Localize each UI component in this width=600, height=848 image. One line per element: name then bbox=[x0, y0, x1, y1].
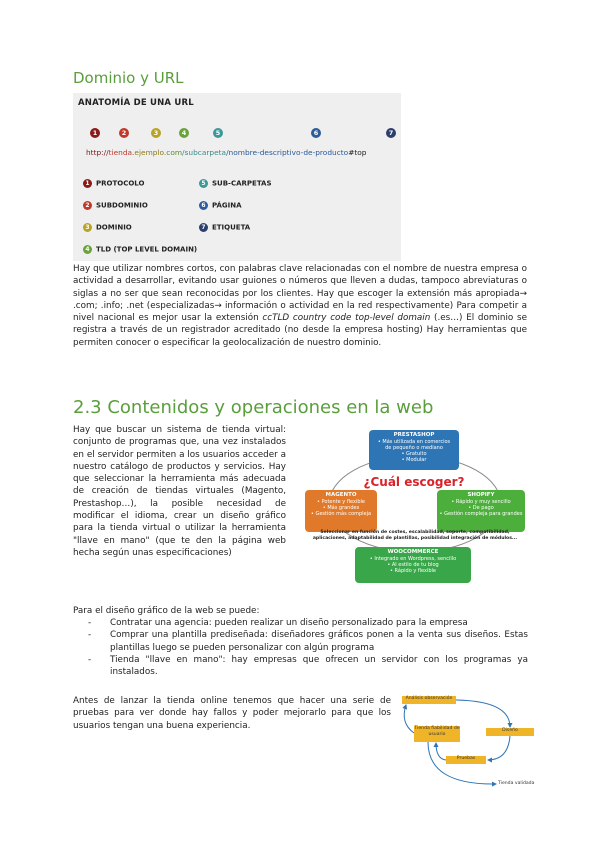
list-dash: - bbox=[88, 630, 92, 641]
legend-etiqueta bbox=[199, 223, 250, 232]
list-item-text: Tienda "llave en mano": hay empresas que ofrecen un servidor con los programas ya instalados. bbox=[110, 654, 528, 678]
legend-number-6: 6 bbox=[199, 201, 208, 210]
url-domain: ejemplo bbox=[134, 148, 164, 157]
platform-name: PRESTASHOP bbox=[393, 432, 435, 438]
platform-shopify bbox=[437, 490, 525, 532]
platform-prestashop bbox=[369, 430, 459, 470]
url-subdomain: tienda. bbox=[108, 148, 135, 157]
paragraph-pruebas: Antes de lanzar la tienda online tenemos que hacer una serie de pruebas para ver donde hay fallos y poder mejorarlo para que los usuarios tengan una buena experiencia. bbox=[73, 696, 391, 731]
paragraph-text: (.es…) El dominio se registra a través de un registrador acreditado (no desde la empresa hosting) Hay herramientas que permiten conocer o especificar la geolocalización de nuestro dominio. bbox=[73, 313, 527, 348]
paragraph-diseno: Para el diseño gráfico de la web se puede: bbox=[73, 606, 260, 616]
legend-tld bbox=[83, 245, 197, 254]
url-number-4: 4 bbox=[179, 128, 189, 138]
platform-feature: • Gestión compleja para grandes bbox=[439, 511, 523, 517]
paragraph-emphasis: ccTLD country code top-level domain bbox=[262, 313, 431, 324]
platforms-question: ¿Cuál escoger? bbox=[363, 475, 465, 489]
paragraph-text: Hay que utilizar nombres cortos, con palabras clave relacionadas con el nombre de nuestra empresa o actividad a desarrollar, evitando usar guiones o números que lleven a dudas, tampoco abreviaturas o siglas a no ser que sean reconocidas por los clientes. Hay que escoger la extensión más apropiada→ .com; .info; .net (especializadas→ información o actividad en la red respectivamente) Para competir a nivel nacional es mejor usar la extensión bbox=[73, 264, 527, 324]
url-tag: #top bbox=[348, 148, 367, 157]
url-number-1: 1 bbox=[90, 128, 100, 138]
list-dash: - bbox=[88, 618, 92, 628]
platform-name: WOOCOMMERCE bbox=[387, 549, 439, 555]
url-anatomy-figure bbox=[73, 93, 401, 261]
url-number-6: 6 bbox=[311, 128, 321, 138]
flow-arrows bbox=[398, 693, 538, 793]
section-heading-dominio: Dominio y URL bbox=[73, 69, 184, 87]
platform-feature: de pequeño o mediano bbox=[385, 445, 443, 451]
list-item bbox=[88, 654, 528, 679]
legend-label: PROTOCOLO bbox=[96, 179, 145, 188]
list-item bbox=[88, 617, 528, 629]
legend-label: DOMINIO bbox=[96, 223, 132, 232]
platform-feature: • Rápido y muy sencillo bbox=[451, 499, 511, 505]
platform-woocommerce bbox=[355, 547, 471, 583]
platform-feature: • Gestión más compleja bbox=[310, 511, 372, 517]
list-item bbox=[88, 629, 528, 654]
platform-feature: • De pago bbox=[468, 505, 494, 511]
platform-feature: • Potente y flexible bbox=[317, 499, 365, 505]
paragraph-tienda-virtual: Hay que buscar un sistema de tienda virtual: conjunto de programas que, una vez instalados en el servidor permiten a los usuarios acceder a nuestro catálogo de productos y servicios. Hay que seleccionar la herramienta más adecuada de creación de tiendas virtuales (Magento, Prestashop…), la posible necesidad de modificar el idioma, crear un diseño gráfico para la tienda virtual o utilizar la herramienta "llave en mano" (que te den la página web hecha según unas especificaciones) bbox=[73, 425, 286, 558]
flow-step-analisis: Análisis observación bbox=[402, 696, 456, 704]
platform-feature: • Integrado en Wordpress, sencillo bbox=[369, 556, 457, 562]
legend-label: TLD (TOP LEVEL DOMAIN) bbox=[96, 245, 198, 254]
flow-step-diseno: Diseño bbox=[486, 728, 534, 736]
platform-name: SHOPIFY bbox=[467, 492, 495, 498]
url-page: /nombre-descriptivo-de-producto bbox=[226, 148, 349, 157]
example-url bbox=[86, 148, 367, 157]
flow-step-tienda: Tienda fiabilidad de usuario bbox=[414, 726, 460, 742]
legend-number-4: 4 bbox=[83, 245, 92, 254]
testing-flow-figure bbox=[398, 693, 538, 793]
legend-number-2: 2 bbox=[83, 201, 92, 210]
platforms-selection-note: Seleccionar en función de costes, escalabilidad, soporte, compatibilidad, aplicaciones, adaptabilidad de plantillas, posibilidad integración de módulos... bbox=[312, 530, 518, 541]
url-number-5: 5 bbox=[213, 128, 223, 138]
section-heading-contenidos: 2.3 Contenidos y operaciones en la web bbox=[73, 397, 434, 418]
flow-step-validada: Tienda validada bbox=[498, 781, 535, 786]
legend-label: ETIQUETA bbox=[212, 223, 251, 232]
legend-number-7: 7 bbox=[199, 223, 208, 232]
platform-feature: • Más utilizada en comercios bbox=[377, 439, 451, 445]
legend-pagina bbox=[199, 201, 242, 210]
legend-subdominio bbox=[83, 201, 148, 210]
platform-feature: • Más grandes bbox=[322, 505, 360, 511]
url-protocol: http:// bbox=[86, 148, 109, 157]
paragraph-dominio bbox=[73, 263, 527, 349]
legend-number-3: 3 bbox=[83, 223, 92, 232]
url-number-3: 3 bbox=[151, 128, 161, 138]
platform-magento bbox=[305, 490, 377, 532]
legend-subcarpetas bbox=[199, 179, 272, 188]
platform-feature: • Rápido y flexible bbox=[389, 568, 437, 574]
list-item-text: Comprar una plantilla prediseñada: diseñadores gráficos ponen a la venta sus diseños. Estas plantillas luego se pueden personalizar con algún programa bbox=[110, 630, 528, 653]
legend-label: SUBDOMINIO bbox=[96, 201, 148, 210]
platforms-figure bbox=[303, 428, 527, 584]
legend-number-5: 5 bbox=[199, 179, 208, 188]
platform-feature: • Al estilo de tu blog bbox=[387, 562, 439, 568]
legend-label: PÁGINA bbox=[212, 201, 242, 210]
url-number-2: 2 bbox=[119, 128, 129, 138]
design-options-list bbox=[88, 617, 528, 678]
legend-protocolo bbox=[83, 179, 144, 188]
url-tld: .com bbox=[163, 148, 183, 157]
legend-dominio bbox=[83, 223, 132, 232]
list-dash: - bbox=[88, 654, 92, 665]
url-subfolder: /subcarpeta bbox=[182, 148, 227, 157]
url-number-7: 7 bbox=[386, 128, 396, 138]
platform-feature: • Gratuito bbox=[401, 451, 427, 457]
platform-name: MAGENTO bbox=[325, 492, 357, 498]
legend-number-1: 1 bbox=[83, 179, 92, 188]
platform-feature: • Modular bbox=[401, 457, 427, 463]
legend-label: SUB-CARPETAS bbox=[212, 179, 272, 188]
flow-step-pruebas: Pruebas bbox=[446, 756, 486, 764]
list-item-text: Contratar una agencia: pueden realizar un diseño personalizado para la empresa bbox=[110, 618, 468, 628]
url-figure-title: ANATOMÍA DE UNA URL bbox=[78, 98, 194, 108]
